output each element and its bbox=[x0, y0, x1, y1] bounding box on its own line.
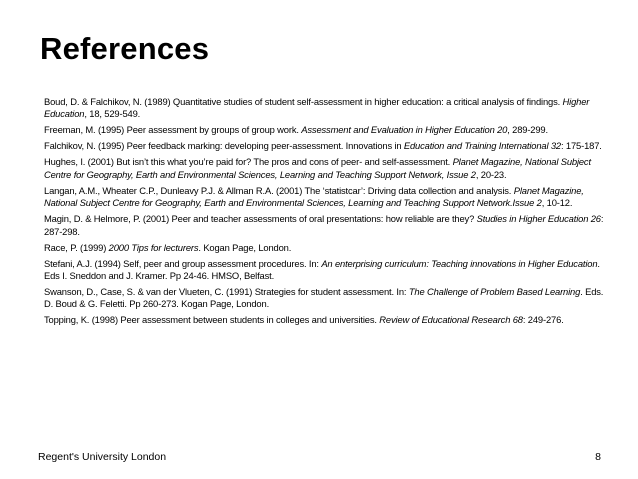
reference-italic-text: The Challenge of Problem Based Learning bbox=[408, 286, 581, 298]
reference-text: Hughes, I. (2001) But isn’t this what you’re paid for? The pros and cons of peer- and self-assessment. bbox=[44, 156, 453, 168]
reference-item bbox=[44, 140, 612, 152]
reference-italic-text: Planet Magazine, National Subject Centre for Geography, Earth and Environmental Sciences, Learning and Teaching Support Network.Issue 2 bbox=[44, 184, 584, 209]
reference-item bbox=[44, 314, 612, 326]
reference-item bbox=[44, 258, 612, 283]
reference-item bbox=[44, 124, 612, 136]
reference-text: . Eds I. Sneddon and J. Kramer. Pp 24-46. HMSO, Belfast. bbox=[44, 257, 600, 282]
reference-italic-text: Studies in Higher Education 26 bbox=[476, 213, 601, 225]
footer-institution: Regent's University London bbox=[38, 451, 167, 463]
reference-text: Topping, K. (1998) Peer assessment between students in colleges and universities. bbox=[44, 314, 380, 326]
reference-text: Langan, A.M., Wheater C.P., Dunleavy P.J. & Allman R.A. (2001) The ‘statistcar’: Driving data collection and analysis. bbox=[44, 184, 514, 196]
reference-italic-text: Planet Magazine, National Subject Centre for Geography, Earth and Environmental Sciences, Learning and Teaching Support Network, Issue 2 bbox=[44, 156, 591, 180]
page-title: References bbox=[40, 31, 210, 66]
reference-italic-text: Education and Training International 32 bbox=[403, 140, 561, 152]
reference-text: , 10-12. bbox=[541, 197, 573, 209]
references-list bbox=[44, 96, 612, 330]
reference-item bbox=[44, 96, 612, 121]
reference-text: , 18, 529-549. bbox=[84, 108, 141, 120]
reference-item bbox=[44, 213, 612, 238]
reference-item bbox=[44, 242, 612, 254]
reference-italic-text: Assessment and Evaluation in Higher Education 20 bbox=[301, 124, 508, 136]
reference-italic-text: Higher Education bbox=[44, 96, 590, 120]
reference-text: : 287-298. bbox=[44, 213, 604, 237]
reference-text: Swanson, D., Case, S. & van der Vlueten, C. (1991) Strategies for student assessment. In: bbox=[44, 286, 409, 298]
reference-italic-text: 2000 Tips for lecturers bbox=[108, 241, 199, 253]
reference-item bbox=[44, 156, 612, 181]
reference-text: : 249-276. bbox=[522, 314, 564, 326]
reference-text: Magin, D. & Helmore, P. (2001) Peer and teacher assessments of oral presentations: how reliable are they? bbox=[44, 213, 477, 225]
reference-text: Boud, D. & Falchikov, N. (1989) Quantitative studies of student self-assessment in higher education: a critical analysis of findings. bbox=[44, 96, 563, 107]
reference-text: , 289-299. bbox=[507, 124, 548, 136]
reference-text: . Kogan Page, London. bbox=[198, 241, 292, 253]
reference-text: , 20-23. bbox=[475, 168, 507, 180]
reference-text: Freeman, M. (1995) Peer assessment by groups of group work. bbox=[44, 124, 302, 136]
reference-text: Stefani, A.J. (1994) Self, peer and group assessment procedures. In: bbox=[44, 257, 322, 269]
reference-text: Falchikov, N. (1995) Peer feedback marking: developing peer-assessment. Innovations in bbox=[44, 140, 404, 152]
reference-italic-text: An enterprising curriculum: Teaching innovations in Higher Education bbox=[321, 257, 598, 269]
reference-italic-text: Review of Educational Research 68 bbox=[379, 314, 523, 326]
reference-text: Race, P. (1999) bbox=[44, 241, 109, 253]
reference-text: . Eds. D. Boud & G. Feletti. Pp 260-273. Kogan Page, London. bbox=[44, 286, 604, 310]
page-number: 8 bbox=[595, 451, 601, 463]
reference-item bbox=[44, 185, 612, 210]
reference-item bbox=[44, 286, 612, 311]
reference-text: : 175-187. bbox=[561, 140, 602, 152]
